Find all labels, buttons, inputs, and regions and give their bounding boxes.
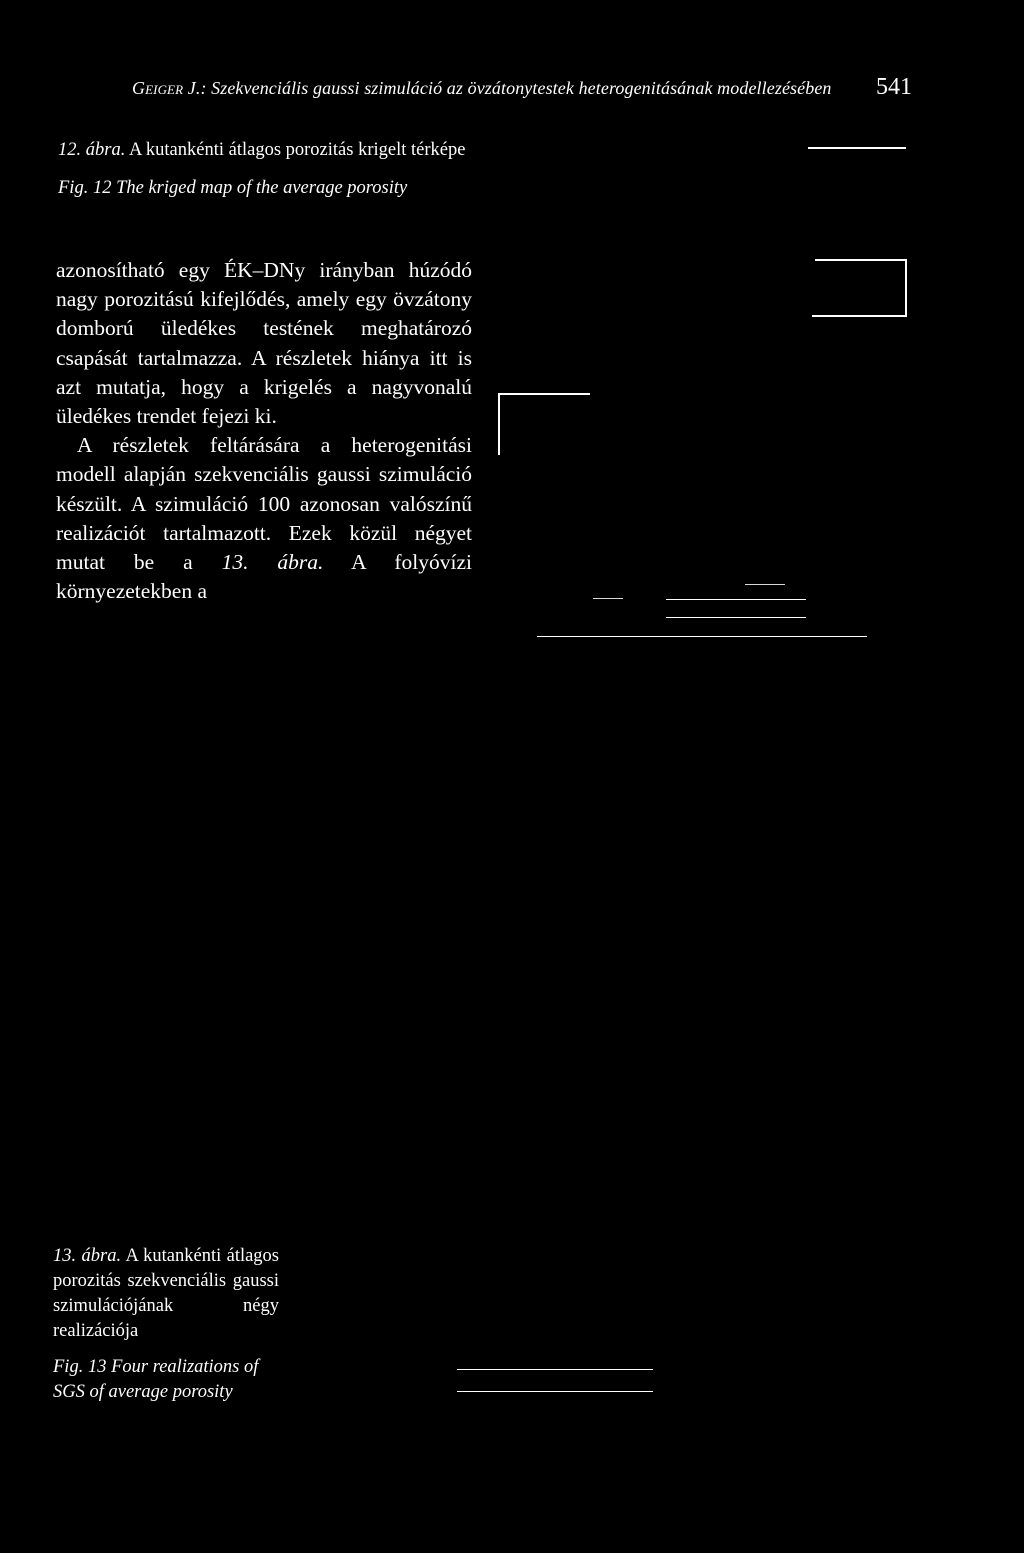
dash-mark-1 — [745, 584, 785, 585]
body-paragraph-2-end: A folyóvízi környezetekben a — [56, 550, 472, 604]
figure-12-text-hu: A kutankénti átlagos porozitás krigelt térképe — [128, 140, 466, 160]
body-text — [56, 256, 472, 606]
figure-12-label-hu: 12. ábra. — [58, 140, 126, 160]
rule-bottom-1 — [457, 1369, 653, 1370]
rule-short-2 — [666, 617, 806, 618]
running-title-text: : Szekvenciális gaussi szimuláció az övzátonytestek heterogenitásának modellezésében — [200, 78, 832, 98]
page-number: 541 — [876, 74, 912, 100]
body-paragraph-2-start: A részletek feltárására a heterogenitási modell alapján szekvenciális gaussi szimuláció készült. A szimuláció 100 azonosan valószínű realizációt tartalmazott. Ezek közül négyet mutat be a — [56, 433, 472, 575]
figure-13-caption-en — [53, 1355, 279, 1405]
box-right-edge — [905, 259, 907, 317]
figure-13-caption — [53, 1244, 279, 1405]
figure-12-label-en: Fig. 12 — [58, 178, 112, 198]
rule-bottom-2 — [457, 1391, 653, 1392]
bracket-left-edge — [498, 393, 500, 455]
box-top-edge — [815, 259, 907, 261]
figure-12-caption-hu — [58, 138, 470, 162]
figure-13-caption-hu — [53, 1244, 279, 1344]
box-bottom-edge — [812, 315, 907, 317]
figure-13-label-en: Fig. 13 — [53, 1357, 107, 1377]
figure-13-label-hu: 13. ábra. — [53, 1246, 122, 1266]
running-title — [132, 78, 832, 99]
figure-12-caption — [58, 138, 478, 200]
rule-short-1 — [666, 599, 806, 600]
figure-12-text-en: The kriged map of the average porosity — [116, 178, 408, 198]
running-title-author: Geiger J. — [132, 78, 201, 98]
figure-13-text-en: Four realizations of SGS of average porosity — [53, 1357, 259, 1402]
dash-mark-2 — [593, 598, 623, 599]
body-figure-13-ref: 13. ábra. — [221, 550, 324, 575]
body-paragraph-2 — [56, 431, 472, 606]
body-paragraph-1: azonosítható egy ÉK–DNy irányban húzódó nagy porozitású kifejlődés, amely egy övzátony domború üledékes testének meghatározó csapását tartalmazza. A részletek hiánya itt is azt mutatja, hogy a krigelés a nagyvonalú üledékes trendet fejezi ki. — [56, 258, 472, 429]
bracket-top-edge — [498, 393, 590, 395]
running-header — [132, 74, 912, 108]
figure-12-caption-en — [58, 176, 478, 200]
figure-13-text-hu: A kutankénti átlagos porozitás szekvenciális gaussi szimulációjának négy realizációja — [53, 1246, 280, 1341]
rule-long — [537, 636, 867, 637]
rule-top-right — [808, 147, 906, 149]
